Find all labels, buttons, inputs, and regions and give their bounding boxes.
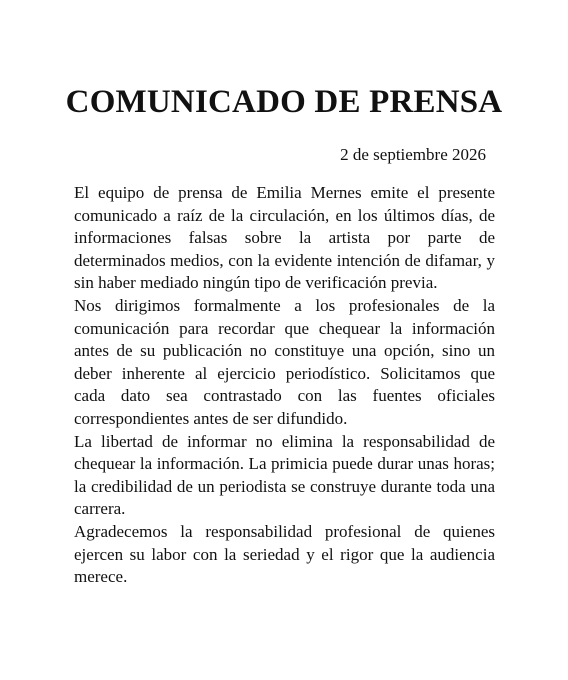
- paragraph-2: Nos dirigimos formalmente a los profesionales de la comunicación para recordar que chequear la información antes de su publicación no constituye una opción, sino un deber inherente al ejercicio periodístico. Solicitamos que cada dato sea contrastado con las fuentes oficiales correspondientes antes de ser difundido.: [74, 295, 495, 428]
- paragraph-4: Agradecemos la responsabilidad profesional de quienes ejercen su labor con la seriedad y el rigor que la audiencia merece.: [74, 521, 495, 587]
- document-body: [74, 182, 495, 589]
- paragraph-1: El equipo de prensa de Emilia Mernes emite el presente comunicado a raíz de la circulación, en los últimos días, de informaciones falsas sobre la artista por parte de determinados medios, con la evidente intención de difamar, y sin haber mediado ningún tipo de verificación previa.: [74, 183, 495, 293]
- paragraph-3: La libertad de informar no elimina la responsabilidad de chequear la información. La primicia puede durar unas horas; la credibilidad de un periodista se construye durante toda una carrera.: [74, 431, 495, 519]
- document-title: COMUNICADO DE PRENSA: [65, 84, 503, 120]
- document-date: 2 de septiembre 2026: [340, 145, 486, 164]
